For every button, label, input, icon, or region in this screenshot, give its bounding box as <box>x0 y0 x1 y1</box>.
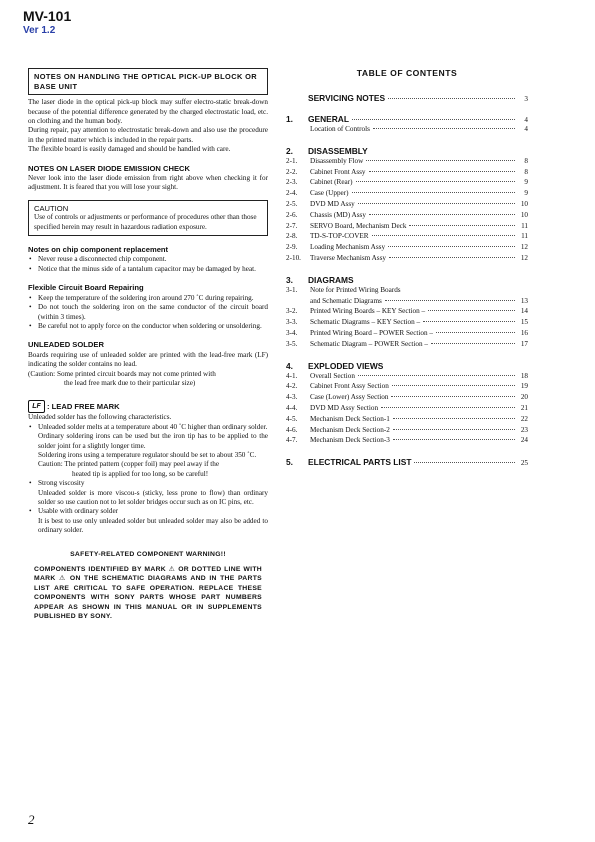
unleaded-caution: (Caution: Some printed circuit boards may not come printed with <box>28 369 216 378</box>
lf-bullet: • Unleaded solder melts at a temperature about 40 ˚C higher than ordinary solder. <box>28 423 268 432</box>
page-number: 2 <box>28 812 35 827</box>
flex-item: • Do not touch the soldering iron on the same conductor of the circuit board (within 3 times). <box>28 303 268 322</box>
left-column <box>28 68 268 621</box>
toc-section-parts[interactable]: 5. ELECTRICAL PARTS LIST 25 <box>286 457 528 468</box>
laser-check-text: Never look into the laser diode emission from right above when checking it for adjustment. It is feared that you will lose your sight. <box>28 174 268 192</box>
chip-item: • Never reuse a disconnected chip component. <box>28 255 268 264</box>
toc-item[interactable]: 2-7. SERVO Board, Mechanism Deck 11 <box>286 221 528 230</box>
optical-text-1: The laser diode in the optical pick-up block may suffer electro-static break-down because of the potential difference generated by the charged electrostatic load, etc. on clothing and the human body. <box>28 98 268 125</box>
lf-subtext: heated tip is applied for too long, so be careful! <box>72 469 209 478</box>
lf-subtext: Unleaded solder is more viscou-s (sticky, less prone to flow) than ordinary solder so use caution not to let solder bridges occur such as on IC pins, etc. <box>38 488 268 506</box>
toc-item[interactable]: 4-1. Overall Section 18 <box>286 371 528 380</box>
toc-item[interactable]: 4-6. Mechanism Deck Section-2 23 <box>286 425 528 434</box>
chip-item: • Notice that the minus side of a tantalum capacitor may be damaged by heat. <box>28 265 268 274</box>
lf-bullet: • Strong viscosity <box>28 479 268 488</box>
optical-pickup-notice-title: NOTES ON HANDLING THE OPTICAL PICK-UP BLOCK OR BASE UNIT <box>28 68 268 95</box>
unleaded-caution-cont: the lead free mark due to their particular size) <box>64 378 196 387</box>
toc-item[interactable]: and Schematic Diagrams 13 <box>310 296 528 305</box>
toc-item[interactable]: 4-2. Cabinet Front Assy Section 19 <box>286 382 528 391</box>
lf-subtext: Soldering irons using a temperature regulator should be set to about 350 ˚C. <box>38 450 257 459</box>
flex-item: • Keep the temperature of the soldering iron around 270 ˚C during repairing. <box>28 294 268 303</box>
toc-item[interactable]: 3-2. Printed Wiring Boards – KEY Section – 14 <box>286 307 528 316</box>
caution-title: CAUTION <box>34 203 69 213</box>
laser-check-title: NOTES ON LASER DIODE EMISSION CHECK <box>28 163 191 173</box>
toc-section-label: EXPLODED VIEWS <box>308 360 384 371</box>
chip-replacement-title: Notes on chip component replacement <box>28 245 169 255</box>
optical-text-3: The flexible board is easily damaged and should be handled with care. <box>28 145 231 154</box>
version-label: Ver 1.2 <box>23 25 56 36</box>
safety-warning-text: COMPONENTS IDENTIFIED BY MARK ⚠ OR DOTTED LINE WITH MARK ⚠ ON THE SCHEMATIC DIAGRAMS AND IN THE PARTS LIST ARE CRITICAL TO SAFE OPERATION. REPLACE THESE COMPONENTS WITH SONY PARTS WHOSE PART NUMBERS APPEAR AS SHOWN IN THIS MANUAL OR IN SUPPLEMENTS PUBLISHED BY SONY. <box>34 566 262 621</box>
lf-intro: Unleaded solder has the following characteristics. <box>28 413 172 422</box>
lf-subtext: Caution: The printed pattern (copper foil) may peel away if the <box>38 460 220 469</box>
toc-disassembly-list <box>286 156 528 264</box>
toc-item[interactable]: Location of Controls 4 <box>310 125 528 133</box>
toc-item[interactable]: 2-5. DVD MD Assy 10 <box>286 199 528 208</box>
toc-section-general[interactable]: 1. GENERAL 4 <box>286 114 528 124</box>
toc-page: 4 <box>524 116 528 124</box>
model-title: MV-101 <box>23 8 72 24</box>
toc-item[interactable]: 3-1. Note for Printed Wiring Boards <box>286 285 401 294</box>
unleaded-title: UNLEADED SOLDER <box>28 340 104 350</box>
toc-section-label: DIAGRAMS <box>308 274 354 285</box>
toc-item[interactable]: 3-3. Schematic Diagrams – KEY Section – 15 <box>286 318 528 327</box>
toc-item[interactable]: 2-6. Chassis (MD) Assy 10 <box>286 210 528 219</box>
lead-free-icon: LF <box>28 400 45 413</box>
toc-item[interactable]: 3-4. Printed Wiring Board – POWER Section – 16 <box>286 328 528 337</box>
toc-item[interactable]: 2-4. Case (Upper) 9 <box>286 189 528 198</box>
toc-section-servicing[interactable] <box>286 93 528 103</box>
toc-item[interactable]: 4-7. Mechanism Deck Section-3 24 <box>286 436 528 445</box>
toc-section-exploded[interactable]: 4. EXPLODED VIEWS <box>286 360 384 371</box>
optical-text-2: During repair, pay attention to electrostatic break-down and also use the procedure in the printed matter which is included in the repair parts. <box>28 126 268 144</box>
lead-free-title: : LEAD FREE MARK <box>47 402 120 412</box>
toc-page: 3 <box>524 95 528 103</box>
lf-subtext: It is best to use only unleaded solder but unleaded solder may also be added to ordinary solder. <box>38 516 268 535</box>
toc-section-label: GENERAL <box>308 114 349 124</box>
toc-section-label: ELECTRICAL PARTS LIST <box>308 457 412 468</box>
toc-item[interactable]: 2-8. TD-S-TOP-COVER 11 <box>286 232 528 241</box>
toc-section-label: SERVICING NOTES <box>308 93 386 103</box>
toc-section-label: DISASSEMBLY <box>308 145 368 156</box>
table-of-contents <box>286 68 528 467</box>
toc-section-disassembly[interactable]: 2. DISASSEMBLY <box>286 145 368 156</box>
unleaded-text: Boards requiring use of unleaded solder are printed with the lead-free mark (LF) indicating the solder contains no lead. <box>28 350 268 369</box>
caution-box <box>28 200 268 236</box>
toc-item[interactable]: 2-3. Cabinet (Rear) 9 <box>286 178 528 187</box>
lf-bullet: • Usable with ordinary solder <box>28 507 268 516</box>
toc-item[interactable]: 3-5. Schematic Diagram – POWER Section – 17 <box>286 339 528 348</box>
lead-free-mark-heading <box>28 400 268 413</box>
toc-item[interactable]: 4-5. Mechanism Deck Section-1 22 <box>286 414 528 423</box>
caution-text: Use of controls or adjustments or performance of procedures other than those specified herein may result in hazardous radiation exposure. <box>34 213 257 231</box>
toc-page: 25 <box>520 459 528 468</box>
toc-item[interactable]: 2-9. Loading Mechanism Assy 12 <box>286 243 528 252</box>
flex-board-title: Flexible Circuit Board Repairing <box>28 283 144 293</box>
safety-warning-title: SAFETY-RELATED COMPONENT WARNING!! <box>70 550 226 558</box>
toc-item[interactable]: 2-1. Disassembly Flow 8 <box>286 156 528 165</box>
toc-item[interactable]: 4-4. DVD MD Assy Section 21 <box>286 403 528 412</box>
toc-diagrams-list <box>286 306 528 349</box>
toc-item[interactable]: 2-10. Traverse Mechanism Assy 12 <box>286 253 528 262</box>
toc-section-diagrams[interactable]: 3. DIAGRAMS <box>286 274 354 285</box>
lf-subtext: Ordinary soldering irons can be used but the iron tip has to be applied to the solder joint for a slightly longer time. <box>38 432 268 450</box>
toc-item[interactable]: 2-2. Cabinet Front Assy 8 <box>286 167 528 176</box>
toc-item[interactable]: 4-3. Case (Lower) Assy Section 20 <box>286 393 528 402</box>
toc-exploded-list <box>286 371 528 447</box>
flex-item: • Be careful not to apply force on the conductor when soldering or unsoldering. <box>28 322 268 331</box>
toc-title: TABLE OF CONTENTS <box>356 68 458 78</box>
